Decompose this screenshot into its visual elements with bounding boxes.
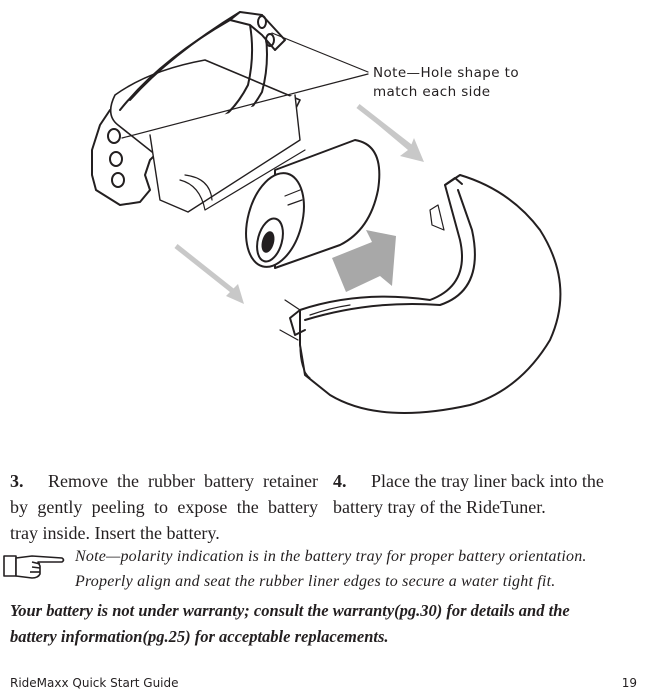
step-text: Place the tray liner back into the battery tray of the RideTuner. — [333, 471, 604, 517]
pointing-hand-icon — [2, 548, 66, 582]
polarity-note — [75, 544, 645, 594]
note-line-1: Note—polarity indication is in the battery tray for proper battery orientation. — [75, 548, 587, 565]
warning-line-2: battery information(pg.25) for acceptable replacements. — [10, 627, 389, 646]
note-line-2: Properly align and seat the rubber liner edges to secure a water tight fit. — [75, 573, 556, 590]
step-number: 3. — [10, 471, 24, 491]
step-3 — [10, 468, 318, 546]
warranty-warning — [10, 598, 642, 650]
warning-line-1: Your battery is not under warranty; consult the warranty(pg.30) for details and the — [10, 601, 570, 620]
callout-line-1: Note—Hole shape to — [373, 65, 519, 81]
step-number: 4. — [333, 471, 347, 491]
footer-title: RideMaxx Quick Start Guide — [10, 676, 179, 690]
page-number: 19 — [621, 676, 637, 690]
callout-line-2: match each side — [373, 84, 491, 100]
step-4 — [333, 468, 633, 520]
step-text: Remove the rubber battery retainer by gently peeling to expose the battery tray inside. Insert the battery. — [10, 471, 318, 543]
callout-note — [373, 64, 519, 102]
callout-leader-line-1 — [272, 33, 368, 72]
